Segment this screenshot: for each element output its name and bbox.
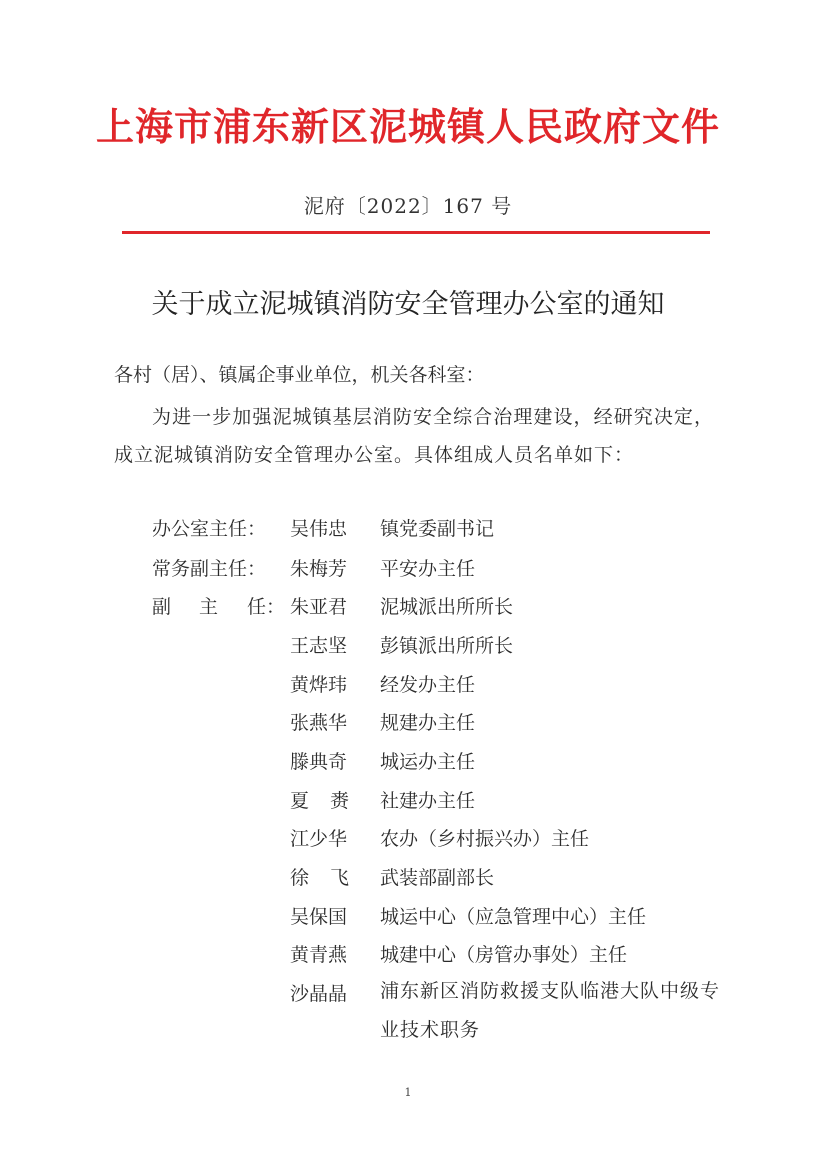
notice-paragraph: 为进一步加强泥城镇基层消防安全综合治理建设，经研究决定，成立泥城镇消防安全管理办公室。具体组成人员名单如下：: [114, 406, 714, 466]
roster-role-exec: 常务副主任：: [152, 558, 267, 580]
role-char: 副: [152, 596, 172, 618]
name-char: 赉: [330, 790, 350, 812]
roster-name: 滕典奇: [290, 751, 348, 773]
roster-name: 朱梅芳: [290, 558, 348, 580]
page-number: 1: [404, 1086, 412, 1099]
name-char: 飞: [330, 867, 350, 889]
roster-dept: 城运中心（应急管理中心）主任: [380, 906, 647, 928]
roster-dept: 浦东新区消防救援支队临港大队中级专业技术职务: [380, 980, 721, 1041]
roster-name: 张燕华: [290, 712, 348, 734]
roster-dept: 农办（乡村振兴办）主任: [380, 828, 590, 850]
document-number: 泥府〔2022〕167 号: [303, 194, 513, 218]
roster-dept: 武装部副部长: [380, 867, 495, 889]
roster-dept: 城运办主任: [380, 751, 476, 773]
roster-name: 王志坚: [290, 635, 348, 657]
roster-dept: 城建中心（房管办事处）主任: [380, 944, 628, 966]
roster-name: 吴保国: [290, 906, 348, 928]
roster-name: 黄烨玮: [290, 674, 348, 696]
name-char: 夏: [290, 790, 310, 812]
role-char: 任：: [247, 596, 286, 618]
roster-dept: 平安办主任: [380, 558, 476, 580]
roster-name: 沙晶晶: [290, 983, 348, 1005]
name-char: 徐: [290, 867, 310, 889]
roster-dept: 规建办主任: [380, 712, 476, 734]
roster-dept: 泥城派出所所长: [380, 596, 514, 618]
roster-name: 吴伟忠: [290, 518, 348, 540]
roster-dept: 经发办主任: [380, 674, 476, 696]
roster-name: 江少华: [290, 828, 348, 850]
role-char: 主: [199, 596, 219, 618]
roster-name: 黄青燕: [290, 944, 348, 966]
roster-dept: 彭镇派出所所长: [380, 635, 514, 657]
notice-title: 关于成立泥城镇消防安全管理办公室的通知: [151, 289, 665, 320]
roster-role-director: 办公室主任：: [152, 518, 267, 540]
salutation: 各村（居）、镇属企事业单位，机关各科室：: [114, 364, 485, 386]
issuer-title: 上海市浦东新区泥城镇人民政府文件: [95, 104, 720, 149]
roster-dept: 社建办主任: [380, 790, 476, 812]
red-separator-line: [122, 231, 710, 234]
roster-name: 朱亚君: [290, 596, 348, 618]
roster-dept: 镇党委副书记: [380, 518, 495, 540]
